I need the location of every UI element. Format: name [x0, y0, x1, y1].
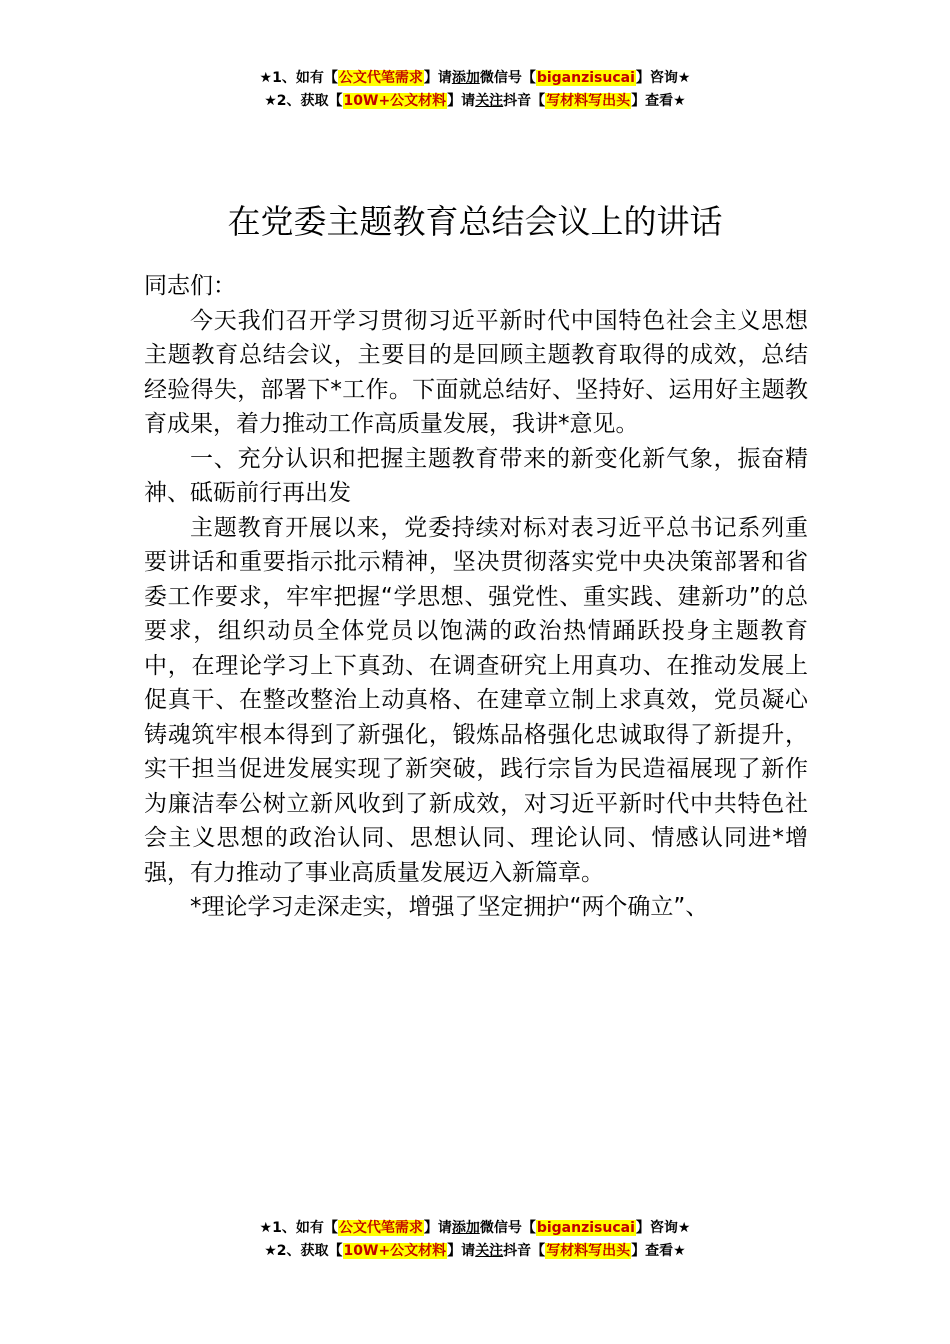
banner-text: 】咨询★ — [635, 70, 691, 86]
banner-underline-follow: 关注 — [475, 1243, 504, 1259]
banner-line-2 — [0, 1240, 950, 1263]
banner-highlight-wechat-id: biganzisucai — [536, 70, 635, 86]
footer-banner — [0, 1217, 950, 1263]
banner-line-1 — [0, 67, 950, 90]
banner-text: 微信号【 — [479, 1220, 536, 1236]
banner-text: 微信号【 — [479, 70, 536, 86]
banner-text: ★2、获取【 — [264, 93, 343, 109]
banner-text: ★1、如有【 — [259, 1220, 338, 1236]
paragraph-section-1: 主题教育开展以来，党委持续对标对表习近平总书记系列重要讲话和重要指示批示精神，坚决贯彻落实党中央决策部署和省委工作要求，牢牢把握“学思想、强党性、重实践、建新功”的总要求，组织动员全体党员以饱满的政治热情踊跃投身主题教育中，在理论学习上下真劲、在调查研究上用真功、在推动发展上促真干、在整改整治上动真格、在建章立制上求真效，党员凝心铸魂筑牢根本得到了新强化，锻炼品格强化忠诚取得了新提升，实干担当促进发展实现了新突破，践行宗旨为民造福展现了新作为廉洁奉公树立新风收到了新成效，对习近平新时代中共特色社会主义思想的政治认同、思想认同、理论认同、情感认同进*增强，有力推动了事业高质量发展迈入新篇章。 — [144, 514, 808, 886]
banner-underline-follow: 关注 — [475, 93, 504, 109]
banner-highlight-service: 公文代笔需求 — [338, 1220, 423, 1236]
document-body — [144, 269, 808, 925]
banner-text: 】请 — [447, 93, 476, 109]
banner-highlight-douyin: 写材料写出头 — [546, 93, 631, 109]
banner-text: ★1、如有【 — [259, 70, 338, 86]
banner-highlight-materials: 10W+公文材料 — [343, 93, 447, 109]
header-banner — [0, 67, 950, 113]
banner-text: 】请 — [423, 70, 452, 86]
paragraph-intro: 今天我们召开学习贯彻习近平新时代中国特色社会主义思想主题教育总结会议，主要目的是回顾主题教育取得的成效，总结经验得失，部署下*工作。下面就总结好、坚持好、运用好主题教育成果，着力推动工作高质量发展，我讲*意见。 — [144, 307, 808, 437]
banner-highlight-wechat-id: biganzisucai — [536, 1220, 635, 1236]
banner-highlight-materials: 10W+公文材料 — [343, 1243, 447, 1259]
banner-line-1 — [0, 1217, 950, 1240]
banner-text: 抖音【 — [503, 93, 546, 109]
banner-text: ★2、获取【 — [264, 1243, 343, 1259]
banner-text: 抖音【 — [503, 1243, 546, 1259]
paragraph-continued: *理论学习走深走实，增强了坚定拥护“两个确立”、 — [190, 894, 709, 920]
banner-highlight-douyin: 写材料写出头 — [546, 1243, 631, 1259]
banner-line-2 — [0, 90, 950, 113]
document-title: 在党委主题教育总结会议上的讲话 — [227, 202, 723, 242]
section-heading-1: 一、充分认识和把握主题教育带来的新变化新气象，振奋精神、砥砺前行再出发 — [144, 445, 808, 506]
greeting: 同志们： — [144, 273, 236, 299]
banner-highlight-service: 公文代笔需求 — [338, 70, 423, 86]
banner-text: 】查看★ — [631, 1243, 686, 1259]
banner-text: 】请 — [423, 1220, 452, 1236]
banner-text: 】咨询★ — [635, 1220, 691, 1236]
banner-text: 】查看★ — [631, 93, 686, 109]
banner-underline-add: 添加 — [451, 70, 480, 86]
banner-text: 】请 — [447, 1243, 476, 1259]
banner-underline-add: 添加 — [451, 1220, 480, 1236]
